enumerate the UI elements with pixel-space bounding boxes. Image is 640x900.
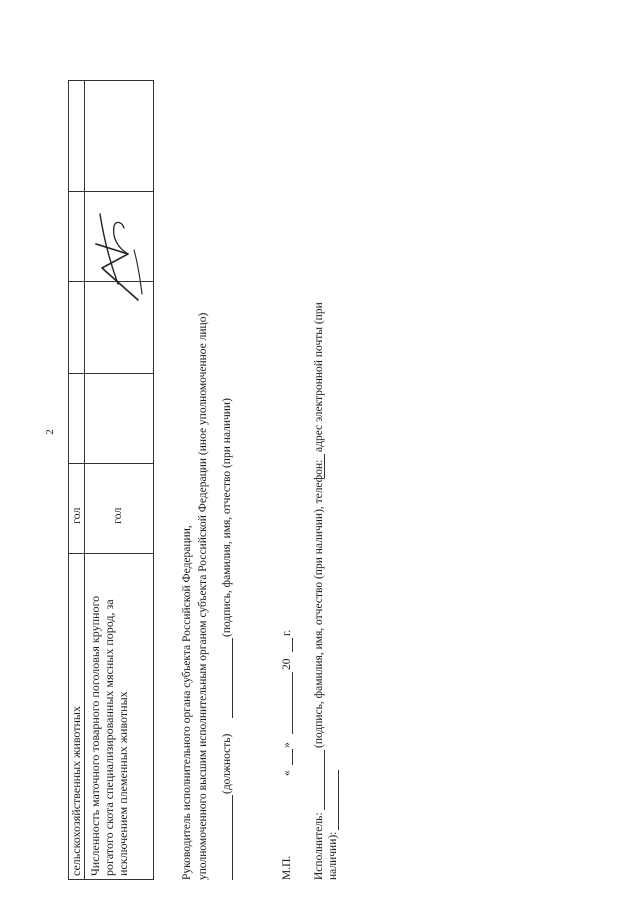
table-border-bottom xyxy=(153,80,154,880)
table-column-divider xyxy=(68,373,154,374)
table-row-label xyxy=(88,596,130,876)
email-caption: адрес электронной почты (при xyxy=(313,302,325,452)
signature-blank xyxy=(232,638,233,718)
mp-label: М.П. xyxy=(281,855,293,880)
executor-label: Исполнитель: xyxy=(313,812,325,880)
table-border-right xyxy=(68,80,154,81)
table-unit-cell: гол xyxy=(110,507,124,524)
email-caption-end: наличии): xyxy=(327,831,339,880)
year-blank xyxy=(292,638,293,652)
executor-caption: (подпись, фамилия, имя, отчество (при наличии), телефон: xyxy=(313,459,325,748)
table-border-left xyxy=(68,879,154,880)
table-row-label-line: рогатого скота специализированных мясных пород, за xyxy=(102,599,116,876)
page-number: 2 xyxy=(44,429,56,435)
signature-caption: (подпись, фамилия, имя, отчество (при наличии) xyxy=(221,398,233,637)
table-row-label-line: исключением племенных животных xyxy=(116,691,130,876)
position-caption: (должность) xyxy=(221,733,233,794)
table-column-divider xyxy=(68,553,154,554)
position-blank xyxy=(232,795,233,880)
rotated-form xyxy=(30,80,610,880)
date-close-quote: » xyxy=(281,742,293,748)
table-row-label-line: Численность маточного товарного поголовья крупного xyxy=(88,595,102,876)
year-suffix: г. xyxy=(281,629,293,636)
email-blank xyxy=(338,770,339,830)
table-unit-cell: гол xyxy=(69,507,83,524)
table-column-divider xyxy=(68,191,154,192)
day-blank xyxy=(292,749,293,765)
year-prefix: 20 xyxy=(281,658,293,670)
handwritten-signature-icon xyxy=(72,194,152,314)
month-blank xyxy=(292,672,293,734)
signatory-line-1: Руководитель исполнительного органа субъекта Российской Федерации, xyxy=(181,525,193,880)
phone-blank xyxy=(324,454,325,478)
table-column-divider xyxy=(68,463,154,464)
signatory-line-2: уполномоченного высшим исполнительным органом субъекта Российской Федерации (иное уполномоченное лицо) xyxy=(197,312,209,880)
date-open-quote: « xyxy=(281,770,293,776)
table-row-label: сельскохозяйственных животных xyxy=(69,706,83,876)
executor-blank xyxy=(324,750,325,810)
